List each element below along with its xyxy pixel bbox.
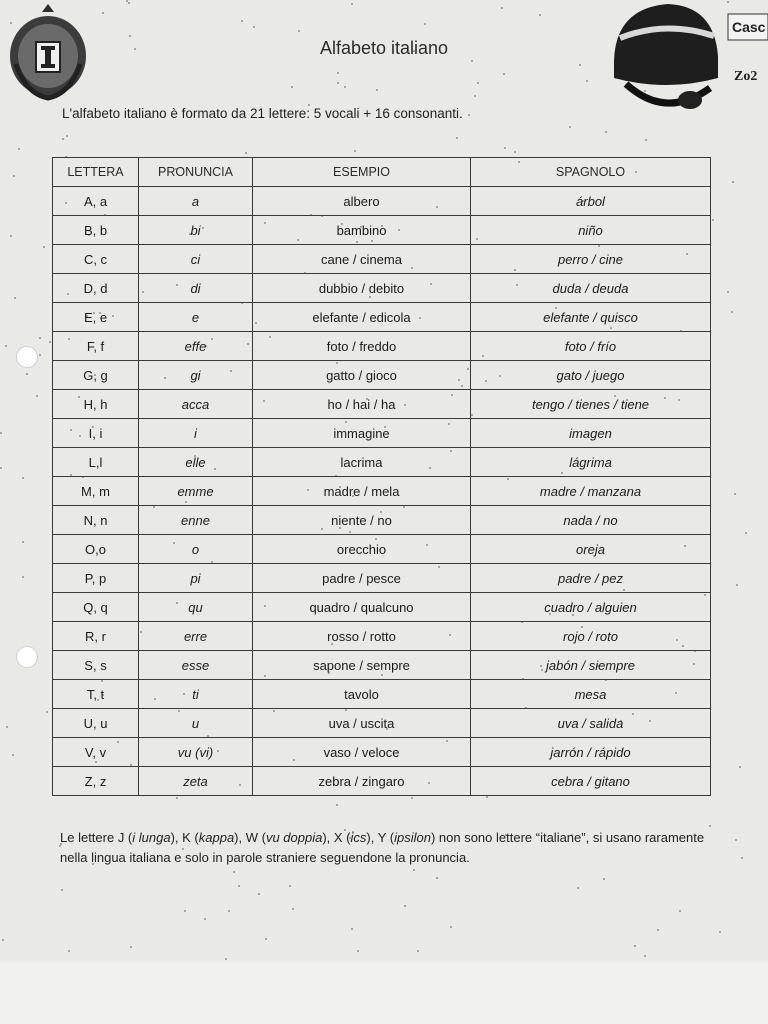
scan-speck <box>18 148 20 150</box>
table-row <box>53 680 711 709</box>
scan-speck <box>727 291 729 293</box>
cell-lettera: M, m <box>53 477 139 506</box>
scan-speck <box>184 910 186 912</box>
scan-speck <box>225 958 227 960</box>
scan-speck <box>741 857 743 859</box>
footnote-text: ), Y ( <box>366 830 395 845</box>
cell-pronuncia: ti <box>139 680 253 709</box>
cell-spagnolo: niño <box>471 216 711 245</box>
scan-speck <box>336 804 338 806</box>
cell-esempio: vaso / veloce <box>253 738 471 767</box>
scan-speck <box>39 337 41 339</box>
cell-esempio: elefante / edicola <box>253 303 471 332</box>
scan-speck <box>504 147 506 149</box>
table-row <box>53 361 711 390</box>
scan-speck <box>241 20 243 22</box>
scan-speck <box>265 938 267 940</box>
scan-speck <box>634 945 636 947</box>
helmet-logo <box>606 0 768 118</box>
column-header-spagnolo: SPAGNOLO <box>471 158 711 187</box>
table-row <box>53 535 711 564</box>
scan-speck <box>61 889 63 891</box>
scan-speck <box>731 311 733 313</box>
scan-speck <box>337 82 339 84</box>
table-row <box>53 332 711 361</box>
scan-speck <box>736 584 738 586</box>
scan-speck <box>36 395 38 397</box>
alphabet-table <box>52 157 711 796</box>
letter-name-y: ipsilon <box>394 830 431 845</box>
svg-text:Casc: Casc <box>732 19 766 35</box>
table-row <box>53 390 711 419</box>
table-row <box>53 622 711 651</box>
cell-lettera: L,l <box>53 448 139 477</box>
table-row <box>53 738 711 767</box>
cell-spagnolo: rojo / roto <box>471 622 711 651</box>
cell-spagnolo: mesa <box>471 680 711 709</box>
cell-esempio: bambino <box>253 216 471 245</box>
page-title: Alfabeto italiano <box>319 38 449 58</box>
scan-speck <box>0 467 2 469</box>
scan-speck <box>291 86 293 88</box>
scan-speck <box>539 14 541 16</box>
cell-lettera: V, v <box>53 738 139 767</box>
cell-spagnolo: duda / deuda <box>471 274 711 303</box>
cell-esempio: foto / freddo <box>253 332 471 361</box>
footnote-text: ), K ( <box>170 830 199 845</box>
scan-speck <box>68 950 70 952</box>
letter-name-k: kappa <box>198 830 235 845</box>
footnote-text: ) non sono lettere “italiane”, si usano raramente nella lingua italiana e solo in parole straniere seguendone la pronuncia. <box>60 830 705 865</box>
scan-speck <box>732 181 734 183</box>
scan-speck <box>354 150 356 152</box>
cell-pronuncia: bi <box>139 216 253 245</box>
cell-pronuncia: emme <box>139 477 253 506</box>
cell-lettera: S, s <box>53 651 139 680</box>
punch-hole <box>16 346 38 368</box>
letter-name-w: vu doppia <box>265 830 323 845</box>
cell-spagnolo: árbol <box>471 187 711 216</box>
column-header-pronuncia: PRONUNCIA <box>139 158 253 187</box>
table-row <box>53 709 711 738</box>
cell-lettera: F, f <box>53 332 139 361</box>
scan-speck <box>351 928 353 930</box>
cell-esempio: ho / hai / ha <box>253 390 471 419</box>
cell-pronuncia: qu <box>139 593 253 622</box>
cell-pronuncia: effe <box>139 332 253 361</box>
cell-lettera: I, i <box>53 419 139 448</box>
cell-spagnolo: foto / frío <box>471 332 711 361</box>
cell-esempio: zebra / zingaro <box>253 767 471 796</box>
cell-lettera: G, g <box>53 361 139 390</box>
scan-speck <box>376 89 378 91</box>
cell-lettera: P, p <box>53 564 139 593</box>
scan-speck <box>605 131 607 133</box>
table-body <box>53 187 711 796</box>
cell-lettera: C, c <box>53 245 139 274</box>
scan-speck <box>471 60 473 62</box>
letter-name-x: ics <box>350 830 367 845</box>
cell-lettera: Q, q <box>53 593 139 622</box>
cell-spagnolo: madre / manzana <box>471 477 711 506</box>
cell-lettera: E, e <box>53 303 139 332</box>
column-header-lettera: LETTERA <box>53 158 139 187</box>
table-row <box>53 506 711 535</box>
table-row <box>53 767 711 796</box>
scan-speck <box>14 297 16 299</box>
scan-speck <box>128 2 130 4</box>
scan-speck <box>424 23 426 25</box>
cell-pronuncia: enne <box>139 506 253 535</box>
cell-pronuncia: di <box>139 274 253 303</box>
cell-spagnolo: nada / no <box>471 506 711 535</box>
scan-speck <box>417 950 419 952</box>
cell-pronuncia: vu (vi) <box>139 738 253 767</box>
cell-spagnolo: perro / cine <box>471 245 711 274</box>
cell-esempio: tavolo <box>253 680 471 709</box>
scan-speck <box>102 12 104 14</box>
cell-spagnolo: padre / pez <box>471 564 711 593</box>
cell-pronuncia: pi <box>139 564 253 593</box>
scan-speck <box>62 138 64 140</box>
scan-speck <box>12 754 14 756</box>
scan-speck <box>579 64 581 66</box>
footnote-text: Le lettere J ( <box>60 830 133 845</box>
cell-pronuncia: elle <box>139 448 253 477</box>
scan-speck <box>735 839 737 841</box>
scan-speck <box>289 885 291 887</box>
scan-speck <box>413 869 415 871</box>
cell-lettera: A, a <box>53 187 139 216</box>
scan-speck <box>411 797 413 799</box>
scan-speck <box>474 95 476 97</box>
table-row <box>53 564 711 593</box>
cell-spagnolo: oreja <box>471 535 711 564</box>
scan-speck <box>404 905 406 907</box>
scan-speck <box>450 926 452 928</box>
scan-speck <box>337 72 339 74</box>
cell-esempio: padre / pesce <box>253 564 471 593</box>
scan-speck <box>233 871 235 873</box>
scan-speck <box>292 908 294 910</box>
cell-esempio: albero <box>253 187 471 216</box>
scan-speck <box>468 114 470 116</box>
scan-speck <box>745 532 747 534</box>
scan-speck <box>245 152 247 154</box>
scan-speck <box>204 918 206 920</box>
table-row <box>53 593 711 622</box>
scan-speck <box>49 341 51 343</box>
cell-pronuncia: gi <box>139 361 253 390</box>
scan-speck <box>569 126 571 128</box>
scan-speck <box>46 711 48 713</box>
cell-pronuncia: esse <box>139 651 253 680</box>
cell-spagnolo: cebra / gitano <box>471 767 711 796</box>
cell-pronuncia: zeta <box>139 767 253 796</box>
scan-speck <box>577 887 579 889</box>
cell-esempio: rosso / rotto <box>253 622 471 651</box>
table-row <box>53 216 711 245</box>
cell-spagnolo: lágrima <box>471 448 711 477</box>
scan-speck <box>6 726 8 728</box>
table-row <box>53 303 711 332</box>
cell-pronuncia: acca <box>139 390 253 419</box>
cell-pronuncia: erre <box>139 622 253 651</box>
scan-speck <box>486 796 488 798</box>
table-row <box>53 651 711 680</box>
scan-speck <box>22 541 24 543</box>
scan-speck <box>357 950 359 952</box>
cell-spagnolo: jabón / siempre <box>471 651 711 680</box>
cell-spagnolo: imagen <box>471 419 711 448</box>
scan-speck <box>253 26 255 28</box>
scan-speck <box>22 576 24 578</box>
scan-speck <box>0 432 2 434</box>
cell-esempio: sapone / sempre <box>253 651 471 680</box>
cell-spagnolo: jarrón / rápido <box>471 738 711 767</box>
scan-speck <box>456 137 458 139</box>
cell-lettera: O,o <box>53 535 139 564</box>
cell-pronuncia: u <box>139 709 253 738</box>
cell-esempio: cane / cinema <box>253 245 471 274</box>
table-row <box>53 448 711 477</box>
cell-spagnolo: gato / juego <box>471 361 711 390</box>
scan-speck <box>709 825 711 827</box>
scan-speck <box>129 35 131 37</box>
cell-spagnolo: uva / salida <box>471 709 711 738</box>
table-row <box>53 245 711 274</box>
cell-pronuncia: i <box>139 419 253 448</box>
scan-speck <box>503 73 505 75</box>
cell-esempio: madre / mela <box>253 477 471 506</box>
scan-speck <box>351 3 353 5</box>
punch-hole <box>16 646 38 668</box>
scan-speck <box>176 797 178 799</box>
scan-speck <box>66 135 68 137</box>
cell-pronuncia: a <box>139 187 253 216</box>
scan-speck <box>712 219 714 221</box>
cell-esempio: immagine <box>253 419 471 448</box>
scan-speck <box>238 885 240 887</box>
cell-lettera: D, d <box>53 274 139 303</box>
cell-lettera: Z, z <box>53 767 139 796</box>
scan-speck <box>586 80 588 82</box>
scan-speck <box>436 877 438 879</box>
cell-spagnolo: cuadro / alguien <box>471 593 711 622</box>
scan-speck <box>5 345 7 347</box>
table-row <box>53 419 711 448</box>
cell-esempio: gatto / gioco <box>253 361 471 390</box>
cell-esempio: niente / no <box>253 506 471 535</box>
table-row <box>53 477 711 506</box>
cell-lettera: B, b <box>53 216 139 245</box>
cell-esempio: dubbio / debito <box>253 274 471 303</box>
table-header-row <box>53 158 711 187</box>
scan-speck <box>501 7 503 9</box>
cell-spagnolo: tengo / tienes / tiene <box>471 390 711 419</box>
svg-text:Zo2: Zo2 <box>734 69 758 84</box>
column-header-esempio: ESEMPIO <box>253 158 471 187</box>
cell-spagnolo: elefante / quisco <box>471 303 711 332</box>
scan-speck <box>13 175 15 177</box>
scan-speck <box>298 30 300 32</box>
cell-lettera: H, h <box>53 390 139 419</box>
cell-lettera: U, u <box>53 709 139 738</box>
letter-name-j: i lunga <box>132 830 171 845</box>
scan-speck <box>10 235 12 237</box>
scan-speck <box>43 246 45 248</box>
scan-speck <box>258 893 260 895</box>
scan-speck <box>22 477 24 479</box>
cell-pronuncia: ci <box>139 245 253 274</box>
scan-speck <box>734 493 736 495</box>
cell-esempio: lacrima <box>253 448 471 477</box>
scan-speck <box>603 878 605 880</box>
cell-esempio: uva / uscita <box>253 709 471 738</box>
scan-speck <box>130 946 132 948</box>
footnote-text: ), W ( <box>234 830 266 845</box>
scan-speck <box>719 931 721 933</box>
scan-speck <box>644 955 646 957</box>
table-row <box>53 274 711 303</box>
scan-speck <box>26 373 28 375</box>
scan-speck <box>679 910 681 912</box>
scan-speck <box>514 151 516 153</box>
scan-speck <box>645 139 647 141</box>
scan-speck <box>39 354 41 356</box>
intro-text: L'alfabeto italiano è formato da 21 lettere: 5 vocali + 16 consonanti. <box>62 106 463 121</box>
cell-pronuncia: o <box>139 535 253 564</box>
cell-esempio: quadro / qualcuno <box>253 593 471 622</box>
scan-speck <box>657 929 659 931</box>
cell-lettera: T, t <box>53 680 139 709</box>
scan-speck <box>477 82 479 84</box>
scan-speck <box>739 766 741 768</box>
cell-pronuncia: e <box>139 303 253 332</box>
scan-speck <box>344 86 346 88</box>
footnote <box>60 828 710 868</box>
cell-lettera: R, r <box>53 622 139 651</box>
table-row <box>53 187 711 216</box>
cell-lettera: N, n <box>53 506 139 535</box>
scan-speck <box>228 910 230 912</box>
cell-esempio: orecchio <box>253 535 471 564</box>
scan-speck <box>2 939 4 941</box>
footnote-text: ), X ( <box>322 830 351 845</box>
